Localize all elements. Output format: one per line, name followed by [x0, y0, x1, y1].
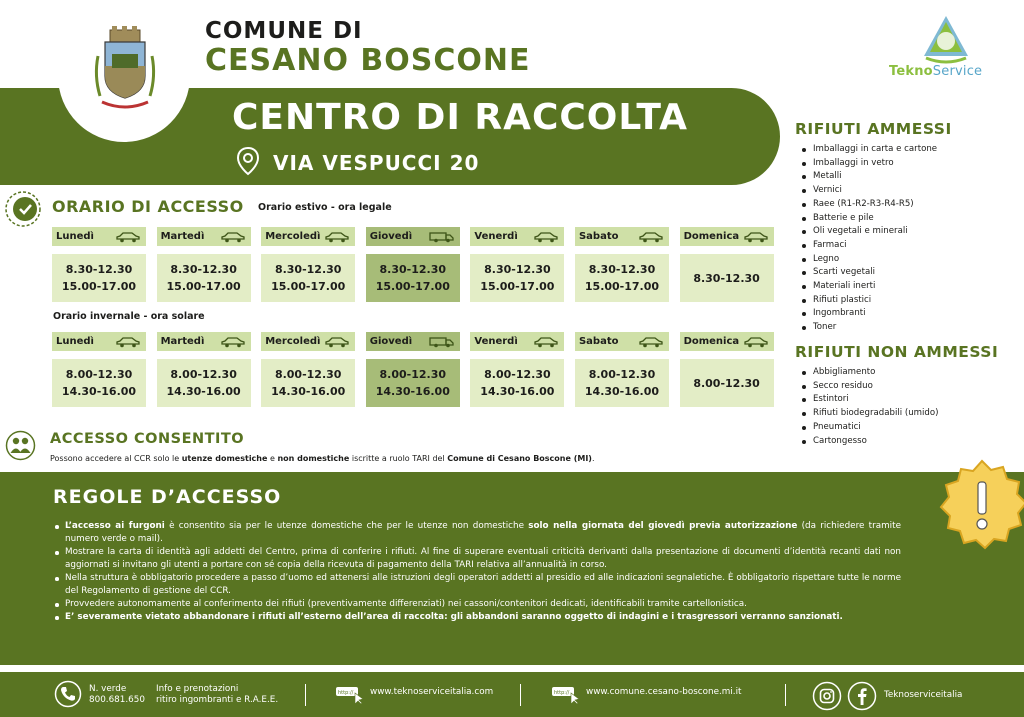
day-column [366, 227, 460, 302]
accesso-text-part: . [591, 454, 595, 463]
day-column [366, 332, 460, 407]
day-column [157, 227, 251, 302]
day-header [366, 227, 460, 246]
day-column [680, 227, 774, 302]
day-name: Lunedì [56, 336, 94, 347]
rule-bold: L’accesso ai furgoni [65, 521, 165, 531]
day-header [575, 227, 669, 246]
rifiuti-non-ammessi-list [800, 366, 939, 448]
day-name: Venerdì [474, 336, 518, 347]
accesso-text-part: e [267, 454, 278, 463]
day-column [261, 227, 355, 302]
footer-divider [0, 667, 1024, 670]
time-slot: 8.00-12.30 [588, 368, 656, 381]
car-icon [743, 231, 769, 243]
waste-item: Oli vegetali e minerali [800, 225, 937, 239]
waste-item: Cartongesso [800, 435, 939, 449]
waste-item: Ingombranti [800, 307, 937, 321]
day-column [52, 227, 146, 302]
car-icon [115, 231, 141, 243]
time-slot: 8.00-12.30 [65, 368, 133, 381]
numero-verde-number[interactable]: 800.681.650 [89, 695, 145, 705]
web-link-icon [335, 685, 365, 705]
numero-verde[interactable] [89, 684, 145, 706]
waste-item: Imballaggi in vetro [800, 157, 937, 171]
opening-hours [575, 359, 669, 407]
waste-item: Toner [800, 321, 937, 335]
teknoservice-website-link[interactable]: www.teknoserviceitalia.com [370, 687, 494, 697]
teknoservice-logo-icon [920, 14, 972, 64]
time-slot: 15.00-17.00 [375, 280, 450, 293]
web-badge-text: http:// [338, 690, 354, 696]
day-header [366, 332, 460, 351]
car-icon [743, 336, 769, 348]
teknoservice-logo-text [889, 64, 982, 79]
waste-item: Raee (R1-R2-R3-R4-R5) [800, 198, 937, 212]
time-slot: 8.00-12.30 [170, 368, 237, 381]
social-handle[interactable]: Teknoserviceitalia [884, 690, 963, 700]
summer-schedule-label: Orario estivo - ora legale [258, 202, 392, 213]
rifiuti-ammessi-list [800, 143, 937, 335]
day-name: Domenica [683, 231, 740, 242]
car-icon [638, 231, 664, 243]
phone-icon [54, 680, 82, 708]
day-header [52, 332, 146, 351]
time-slot: 15.00-17.00 [166, 280, 241, 293]
waste-item: Materiali inerti [800, 280, 937, 294]
opening-hours [157, 254, 251, 302]
rule-item: Mostrare la carta di identità agli addetti del Centro, prima di conferire i rifiuti. Al fine di superare eventuali criticità derivanti dalla presentazione di documenti d’identità recanti dati non aggiornati si invitano gli utenti a portare con sé copia della ricevuta di pagamento della TARI relativa all’annualità in corso. [55, 546, 901, 572]
day-header [575, 332, 669, 351]
waste-item: Farmaci [800, 239, 937, 253]
day-name: Sabato [578, 231, 619, 242]
day-column [52, 332, 146, 407]
time-slot: 8.00-12.30 [379, 368, 447, 381]
regole-list [55, 520, 901, 624]
facebook-icon[interactable] [847, 681, 877, 711]
time-slot: 14.30-16.00 [584, 385, 660, 398]
waste-item: Batterie e pile [800, 212, 937, 226]
centro-title: CENTRO DI RACCOLTA [232, 97, 688, 138]
opening-hours [575, 254, 669, 302]
footer-separator [785, 684, 786, 706]
opening-hours [52, 359, 146, 407]
logo-text-a: Tekno [889, 64, 933, 79]
opening-hours [470, 254, 564, 302]
warning-icon [935, 458, 1024, 552]
opening-hours [680, 359, 774, 407]
day-column [157, 332, 251, 407]
address: VIA VESPUCCI 20 [273, 151, 480, 175]
day-header [261, 227, 355, 246]
time-slot: 8.30-12.30 [693, 271, 760, 285]
van-icon [429, 336, 455, 348]
time-slot: 8.30-12.30 [170, 263, 237, 276]
day-header [52, 227, 146, 246]
waste-item: Rifiuti biodegradabili (umido) [800, 407, 939, 421]
car-icon [533, 231, 559, 243]
time-slot: 8.30-12.30 [484, 263, 551, 276]
clock-check-icon [4, 190, 42, 228]
time-slot: 14.30-16.00 [375, 385, 450, 398]
opening-hours [366, 254, 460, 302]
time-slot: 14.30-16.00 [271, 385, 346, 398]
comune-name: CESANO BOSCONE [205, 43, 531, 78]
van-icon [429, 231, 455, 243]
accesso-heading: ACCESSO CONSENTITO [50, 431, 245, 447]
accesso-text-bold: non domestiche [277, 454, 350, 463]
accesso-text [50, 454, 595, 463]
time-slot: 14.30-16.00 [61, 385, 137, 398]
info-prenotazioni [156, 684, 278, 706]
waste-item: Metalli [800, 170, 937, 184]
day-column [680, 332, 774, 407]
day-column [470, 332, 564, 407]
waste-item: Estintori [800, 393, 939, 407]
day-name: Sabato [578, 336, 619, 347]
opening-hours [366, 359, 460, 407]
time-slot: 8.30-12.30 [379, 263, 447, 276]
day-header [157, 332, 251, 351]
accesso-text-bold: Comune di Cesano Boscone (MI) [447, 454, 592, 463]
numero-verde-label: N. verde [89, 684, 127, 694]
day-name: Martedì [160, 231, 205, 242]
day-name: Giovedì [369, 336, 413, 347]
web-badge-text: http:// [554, 690, 570, 696]
rule-text: (da richiedere tramite numero verde o mail). [65, 521, 901, 544]
rule-item: Nella struttura è obbligatorio procedere a passo d’uomo ed attenersi alle istruzioni degli operatori addetti al presidio ed alle indicazioni segnaletiche. È obbligatorio rispettare tutte le norme del Regolamento di gestione del CCR. [55, 572, 901, 598]
rule-item: Provvedere autonomamente al conferimento dei rifiuti (preventivamente differenziati) nei cassoni/contenitori dedicati, identificabili tramite cartellonistica. [55, 598, 901, 611]
location-pin-icon [236, 146, 260, 176]
winter-schedule-grid [52, 332, 774, 407]
time-slot: 14.30-16.00 [166, 385, 241, 398]
car-icon [220, 336, 246, 348]
car-icon [533, 336, 559, 348]
day-header [470, 227, 564, 246]
rule-item [55, 520, 901, 546]
time-slot: 8.00-12.30 [274, 368, 342, 381]
time-slot: 8.00-12.30 [693, 376, 760, 390]
opening-hours [470, 359, 564, 407]
users-icon [5, 430, 36, 461]
waste-item: Imballaggi in carta e cartone [800, 143, 937, 157]
day-header [680, 332, 774, 351]
day-column [575, 332, 669, 407]
day-column [575, 227, 669, 302]
day-header [261, 332, 355, 351]
time-slot: 15.00-17.00 [271, 280, 346, 293]
time-slot: 15.00-17.00 [584, 280, 660, 293]
accesso-text-part: iscritte a ruolo TARI del [349, 454, 448, 463]
time-slot: 15.00-17.00 [61, 280, 137, 293]
time-slot: 14.30-16.00 [480, 385, 555, 398]
day-header [157, 227, 251, 246]
rule-text: è consentito sia per le utenze domestiche che per le utenze non domestiche [164, 521, 529, 531]
day-name: Lunedì [56, 231, 94, 242]
opening-hours [52, 254, 146, 302]
day-name: Giovedì [369, 231, 413, 242]
day-header [470, 332, 564, 351]
info-line: ritiro ingombranti e R.A.E.E. [156, 695, 279, 705]
day-name: Mercoledì [265, 231, 321, 242]
car-icon [324, 336, 350, 348]
day-name: Venerdì [474, 231, 518, 242]
day-name: Domenica [683, 336, 740, 347]
waste-item: Vernici [800, 184, 937, 198]
web-link-icon [551, 685, 581, 705]
rule-item [55, 611, 901, 624]
day-column [470, 227, 564, 302]
waste-item: Rifiuti plastici [800, 294, 937, 308]
car-icon [638, 336, 664, 348]
day-header [680, 227, 774, 246]
time-slot: 15.00-17.00 [480, 280, 555, 293]
time-slot: 8.30-12.30 [65, 263, 133, 276]
waste-item: Scarti vegetali [800, 266, 937, 280]
car-icon [324, 231, 350, 243]
rule-bold: E’ severamente vietato abbandonare i rifiuti all’esterno dell’area di raccolta: gli abbandoni saranno oggetto di indagini e i trasgressori verranno sanzionati. [65, 612, 843, 622]
time-slot: 8.30-12.30 [274, 263, 342, 276]
day-name: Martedì [160, 336, 205, 347]
opening-hours [261, 359, 355, 407]
accesso-text-part: Possono accedere al CCR solo le [50, 454, 182, 463]
footer-separator [520, 684, 521, 706]
rifiuti-non-ammessi-heading: RIFIUTI NON AMMESSI [795, 343, 999, 361]
logo-text-b: Service [932, 64, 983, 79]
winter-schedule-label: Orario invernale - ora solare [53, 311, 205, 322]
regole-heading: REGOLE D’ACCESSO [53, 486, 282, 508]
rule-bold: solo nella giornata del giovedì previa autorizzazione [528, 521, 798, 531]
summer-schedule-grid [52, 227, 774, 302]
opening-hours [261, 254, 355, 302]
waste-item: Secco residuo [800, 380, 939, 394]
day-name: Mercoledì [265, 336, 321, 347]
info-line: Info e prenotazioni [156, 684, 239, 694]
footer-separator [305, 684, 306, 706]
car-icon [220, 231, 246, 243]
orario-heading: ORARIO DI ACCESSO [52, 197, 244, 216]
comune-di-label: COMUNE DI [205, 18, 363, 44]
opening-hours [680, 254, 774, 302]
comune-website-link[interactable]: www.comune.cesano-boscone.mi.it [586, 687, 742, 697]
coat-of-arms-icon [92, 26, 158, 112]
waste-item: Abbigliamento [800, 366, 939, 380]
instagram-icon[interactable] [812, 681, 842, 711]
rifiuti-ammessi-heading: RIFIUTI AMMESSI [795, 120, 952, 138]
day-column [261, 332, 355, 407]
time-slot: 8.00-12.30 [484, 368, 551, 381]
opening-hours [157, 359, 251, 407]
car-icon [115, 336, 141, 348]
waste-item: Legno [800, 253, 937, 267]
waste-item: Pneumatici [800, 421, 939, 435]
time-slot: 8.30-12.30 [588, 263, 656, 276]
accesso-text-bold: utenze domestiche [181, 454, 268, 463]
